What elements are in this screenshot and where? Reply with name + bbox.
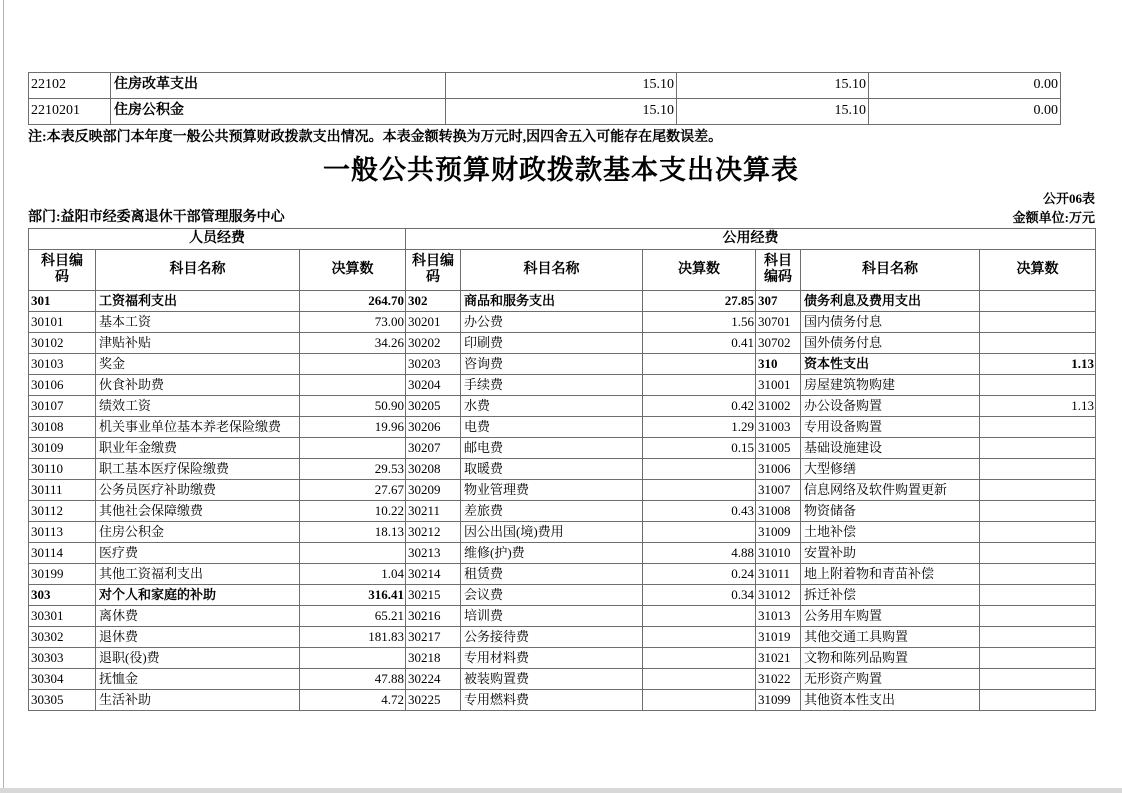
amount-cell: 0.42	[643, 396, 756, 417]
table-row	[29, 396, 1096, 417]
subject-name-cell: 差旅费	[461, 501, 643, 522]
amount-cell: 10.22	[300, 501, 406, 522]
table-row	[29, 459, 1096, 480]
subject-code-cell: 30207	[406, 438, 461, 459]
col-header-subject-code: 科目编码	[406, 250, 461, 291]
subject-code-cell: 31005	[756, 438, 801, 459]
amount-cell: 0.00	[869, 99, 1061, 125]
subject-name-cell: 退职(役)费	[96, 648, 300, 669]
subject-name-cell: 手续费	[461, 375, 643, 396]
amount-cell	[980, 606, 1096, 627]
subject-name-cell: 维修(护)费	[461, 543, 643, 564]
subject-name-cell: 专用燃料费	[461, 690, 643, 711]
subject-name-cell: 公务用车购置	[801, 606, 980, 627]
col-header-final-amount: 决算数	[300, 250, 406, 291]
subject-code-cell: 302	[406, 291, 461, 312]
subject-code-cell: 30303	[29, 648, 96, 669]
subject-code-cell: 30217	[406, 627, 461, 648]
amount-cell: 1.13	[980, 396, 1096, 417]
amount-cell: 15.10	[446, 73, 677, 99]
table-row	[29, 291, 1096, 312]
table-row	[29, 627, 1096, 648]
subject-name-cell: 拆迁补偿	[801, 585, 980, 606]
table-row	[29, 354, 1096, 375]
subject-name-cell: 对个人和家庭的补助	[96, 585, 300, 606]
amount-cell	[980, 480, 1096, 501]
amount-cell	[300, 543, 406, 564]
col-header-subject-name: 科目名称	[461, 250, 643, 291]
amount-cell	[980, 585, 1096, 606]
subject-code-cell: 30225	[406, 690, 461, 711]
subject-code-cell: 31002	[756, 396, 801, 417]
amount-cell	[980, 522, 1096, 543]
amount-cell: 15.10	[677, 73, 869, 99]
subject-name-cell: 退休费	[96, 627, 300, 648]
subject-name-cell: 专用材料费	[461, 648, 643, 669]
table-row	[29, 543, 1096, 564]
subject-name-cell: 津贴补贴	[96, 333, 300, 354]
subject-code-cell: 31019	[756, 627, 801, 648]
amount-cell	[980, 690, 1096, 711]
subject-code-cell: 30205	[406, 396, 461, 417]
subject-code-cell: 30302	[29, 627, 96, 648]
report-title: 一般公共预算财政拨款基本支出决算表	[323, 155, 799, 185]
subject-code-cell: 30199	[29, 564, 96, 585]
sheet-number-label: 公开06表	[1042, 191, 1095, 206]
subject-name-cell: 基本工资	[96, 312, 300, 333]
page-bottom-strip	[0, 788, 1122, 793]
table-row	[29, 501, 1096, 522]
subject-name-cell: 机关事业单位基本养老保险缴费	[96, 417, 300, 438]
subject-code-cell: 2210201	[29, 99, 111, 125]
subject-name-cell: 会议费	[461, 585, 643, 606]
amount-cell	[643, 606, 756, 627]
amount-cell: 181.83	[300, 627, 406, 648]
subject-code-cell: 30102	[29, 333, 96, 354]
amount-cell: 15.10	[677, 99, 869, 125]
subject-name-cell: 信息网络及软件购置更新	[801, 480, 980, 501]
page-left-edge-line	[3, 0, 4, 793]
amount-cell	[643, 648, 756, 669]
amount-cell	[980, 438, 1096, 459]
amount-cell: 0.34	[643, 585, 756, 606]
subject-name-cell: 物业管理费	[461, 480, 643, 501]
subject-name-cell: 被装购置费	[461, 669, 643, 690]
subject-name-cell: 其他工资福利支出	[96, 564, 300, 585]
subject-name-cell: 职业年金缴费	[96, 438, 300, 459]
amount-cell	[980, 627, 1096, 648]
amount-cell	[643, 480, 756, 501]
subject-name-cell: 培训费	[461, 606, 643, 627]
amount-cell: 18.13	[300, 522, 406, 543]
subject-code-cell: 30113	[29, 522, 96, 543]
amount-cell: 15.10	[446, 99, 677, 125]
table-row	[29, 522, 1096, 543]
subject-code-cell: 307	[756, 291, 801, 312]
subject-code-cell: 31013	[756, 606, 801, 627]
amount-cell: 1.29	[643, 417, 756, 438]
subject-code-cell: 30702	[756, 333, 801, 354]
amount-cell	[643, 459, 756, 480]
subject-name-cell: 住房改革支出	[111, 73, 446, 99]
subject-name-cell: 房屋建筑物购建	[801, 375, 980, 396]
subject-name-cell: 公务接待费	[461, 627, 643, 648]
subject-name-cell: 离休费	[96, 606, 300, 627]
table-row	[29, 606, 1096, 627]
amount-cell	[300, 648, 406, 669]
subject-code-cell: 31003	[756, 417, 801, 438]
subject-code-cell: 31010	[756, 543, 801, 564]
subject-code-cell: 30111	[29, 480, 96, 501]
subject-name-cell: 奖金	[96, 354, 300, 375]
table-row	[29, 417, 1096, 438]
table-row	[29, 648, 1096, 669]
amount-cell: 0.41	[643, 333, 756, 354]
amount-cell: 4.88	[643, 543, 756, 564]
subject-name-cell: 咨询费	[461, 354, 643, 375]
amount-cell	[980, 417, 1096, 438]
subject-code-cell: 30208	[406, 459, 461, 480]
amount-cell: 73.00	[300, 312, 406, 333]
table-row	[29, 690, 1096, 711]
prev-page-table-body	[29, 73, 1061, 125]
amount-cell	[643, 375, 756, 396]
subject-name-cell: 水费	[461, 396, 643, 417]
amount-cell: 27.85	[643, 291, 756, 312]
subject-code-cell: 31021	[756, 648, 801, 669]
subject-name-cell: 物资储备	[801, 501, 980, 522]
amount-cell	[643, 522, 756, 543]
group-header-personnel: 人员经费	[29, 229, 406, 250]
amount-cell: 1.56	[643, 312, 756, 333]
col-header-final-amount: 决算数	[980, 250, 1096, 291]
table-row	[29, 480, 1096, 501]
subject-code-cell: 30304	[29, 669, 96, 690]
subject-name-cell: 绩效工资	[96, 396, 300, 417]
subject-name-cell: 住房公积金	[96, 522, 300, 543]
subject-code-cell: 30106	[29, 375, 96, 396]
subject-code-cell: 30209	[406, 480, 461, 501]
subject-code-cell: 303	[29, 585, 96, 606]
amount-cell: 0.00	[869, 73, 1061, 99]
table-row	[29, 564, 1096, 585]
amount-cell	[980, 564, 1096, 585]
amount-unit-label: 金额单位:万元	[1012, 210, 1095, 225]
subject-name-cell: 邮电费	[461, 438, 643, 459]
amount-cell: 34.26	[300, 333, 406, 354]
amount-cell	[980, 543, 1096, 564]
amount-cell: 4.72	[300, 690, 406, 711]
table-row	[29, 375, 1096, 396]
subject-code-cell: 31008	[756, 501, 801, 522]
subject-code-cell: 30204	[406, 375, 461, 396]
department-label: 部门:益阳市经委离退休干部管理服务中心	[28, 210, 285, 225]
subject-code-cell: 30211	[406, 501, 461, 522]
subject-name-cell: 专用设备购置	[801, 417, 980, 438]
table-row	[29, 669, 1096, 690]
amount-cell: 27.67	[300, 480, 406, 501]
amount-cell	[980, 291, 1096, 312]
amount-cell	[980, 333, 1096, 354]
subject-name-cell: 租赁费	[461, 564, 643, 585]
subject-name-cell: 国内债务付息	[801, 312, 980, 333]
subject-code-cell: 30216	[406, 606, 461, 627]
amount-cell: 264.70	[300, 291, 406, 312]
column-header-row	[29, 250, 1096, 291]
subject-code-cell: 30201	[406, 312, 461, 333]
subject-code-cell: 30107	[29, 396, 96, 417]
subject-name-cell: 职工基本医疗保险缴费	[96, 459, 300, 480]
amount-cell	[643, 354, 756, 375]
subject-code-cell: 30301	[29, 606, 96, 627]
subject-code-cell: 30114	[29, 543, 96, 564]
amount-cell: 65.21	[300, 606, 406, 627]
subject-code-cell: 30112	[29, 501, 96, 522]
table-note: 注:本表反映部门本年度一般公共预算财政拨款支出情况。本表金额转换为万元时,因四舍五入可能存在尾数误差。	[28, 130, 723, 145]
subject-name-cell: 地上附着物和青苗补偿	[801, 564, 980, 585]
subject-code-cell: 30213	[406, 543, 461, 564]
subject-code-cell: 30203	[406, 354, 461, 375]
subject-code-cell: 30224	[406, 669, 461, 690]
subject-name-cell: 土地补偿	[801, 522, 980, 543]
budget-expenditure-table	[28, 228, 1096, 711]
subject-name-cell: 办公设备购置	[801, 396, 980, 417]
subject-name-cell: 印刷费	[461, 333, 643, 354]
amount-cell: 29.53	[300, 459, 406, 480]
amount-cell	[300, 375, 406, 396]
subject-name-cell: 文物和陈列品购置	[801, 648, 980, 669]
subject-code-cell: 31001	[756, 375, 801, 396]
amount-cell	[980, 312, 1096, 333]
subject-name-cell: 取暖费	[461, 459, 643, 480]
col-header-subject-name: 科目名称	[96, 250, 300, 291]
subject-name-cell: 商品和服务支出	[461, 291, 643, 312]
subject-name-cell: 无形资产购置	[801, 669, 980, 690]
amount-cell: 0.15	[643, 438, 756, 459]
amount-cell: 1.04	[300, 564, 406, 585]
subject-code-cell: 30215	[406, 585, 461, 606]
table-row	[29, 73, 1061, 99]
table-row	[29, 312, 1096, 333]
subject-code-cell: 31099	[756, 690, 801, 711]
col-header-subject-name: 科目名称	[801, 250, 980, 291]
subject-code-cell: 30218	[406, 648, 461, 669]
amount-cell: 1.13	[980, 354, 1096, 375]
subject-name-cell: 其他社会保障缴费	[96, 501, 300, 522]
subject-name-cell: 办公费	[461, 312, 643, 333]
table-row	[29, 585, 1096, 606]
subject-code-cell: 30109	[29, 438, 96, 459]
amount-cell: 50.90	[300, 396, 406, 417]
subject-name-cell: 债务利息及费用支出	[801, 291, 980, 312]
subject-code-cell: 30202	[406, 333, 461, 354]
subject-code-cell: 31012	[756, 585, 801, 606]
table-row	[29, 333, 1096, 354]
subject-code-cell: 30108	[29, 417, 96, 438]
subject-name-cell: 抚恤金	[96, 669, 300, 690]
subject-name-cell: 住房公积金	[111, 99, 446, 125]
amount-cell	[980, 669, 1096, 690]
col-header-final-amount: 决算数	[643, 250, 756, 291]
amount-cell: 47.88	[300, 669, 406, 690]
subject-name-cell: 因公出国(境)费用	[461, 522, 643, 543]
amount-cell	[980, 459, 1096, 480]
amount-cell	[980, 648, 1096, 669]
subject-name-cell: 其他交通工具购置	[801, 627, 980, 648]
prev-page-table	[28, 72, 1061, 125]
subject-name-cell: 基础设施建设	[801, 438, 980, 459]
subject-name-cell: 安置补助	[801, 543, 980, 564]
subject-code-cell: 30101	[29, 312, 96, 333]
subject-name-cell: 其他资本性支出	[801, 690, 980, 711]
subject-name-cell: 资本性支出	[801, 354, 980, 375]
subject-code-cell: 310	[756, 354, 801, 375]
amount-cell	[643, 669, 756, 690]
subject-name-cell: 国外债务付息	[801, 333, 980, 354]
amount-cell	[300, 354, 406, 375]
table-row	[29, 99, 1061, 125]
subject-name-cell: 公务员医疗补助缴费	[96, 480, 300, 501]
subject-name-cell: 大型修缮	[801, 459, 980, 480]
subject-code-cell: 31009	[756, 522, 801, 543]
amount-cell	[300, 438, 406, 459]
subject-code-cell: 30305	[29, 690, 96, 711]
amount-cell	[643, 690, 756, 711]
table-row	[29, 438, 1096, 459]
subject-code-cell: 30212	[406, 522, 461, 543]
subject-name-cell: 医疗费	[96, 543, 300, 564]
subject-code-cell: 30206	[406, 417, 461, 438]
subject-code-cell: 31006	[756, 459, 801, 480]
col-header-subject-code: 科目编码	[29, 250, 96, 291]
subject-code-cell: 301	[29, 291, 96, 312]
subject-code-cell: 22102	[29, 73, 111, 99]
budget-table-body	[29, 291, 1096, 711]
amount-cell	[643, 627, 756, 648]
group-header-public: 公用经费	[406, 229, 1096, 250]
amount-cell: 0.43	[643, 501, 756, 522]
subject-code-cell: 31007	[756, 480, 801, 501]
subject-code-cell: 30214	[406, 564, 461, 585]
subject-name-cell: 生活补助	[96, 690, 300, 711]
group-header-row	[29, 229, 1096, 250]
amount-cell	[980, 501, 1096, 522]
subject-name-cell: 电费	[461, 417, 643, 438]
subject-code-cell: 31011	[756, 564, 801, 585]
amount-cell: 316.41	[300, 585, 406, 606]
amount-cell	[980, 375, 1096, 396]
subject-code-cell: 31022	[756, 669, 801, 690]
col-header-subject-code: 科目编码	[756, 250, 801, 291]
subject-name-cell: 伙食补助费	[96, 375, 300, 396]
subject-code-cell: 30701	[756, 312, 801, 333]
amount-cell: 0.24	[643, 564, 756, 585]
subject-code-cell: 30103	[29, 354, 96, 375]
amount-cell: 19.96	[300, 417, 406, 438]
subject-code-cell: 30110	[29, 459, 96, 480]
subject-name-cell: 工资福利支出	[96, 291, 300, 312]
